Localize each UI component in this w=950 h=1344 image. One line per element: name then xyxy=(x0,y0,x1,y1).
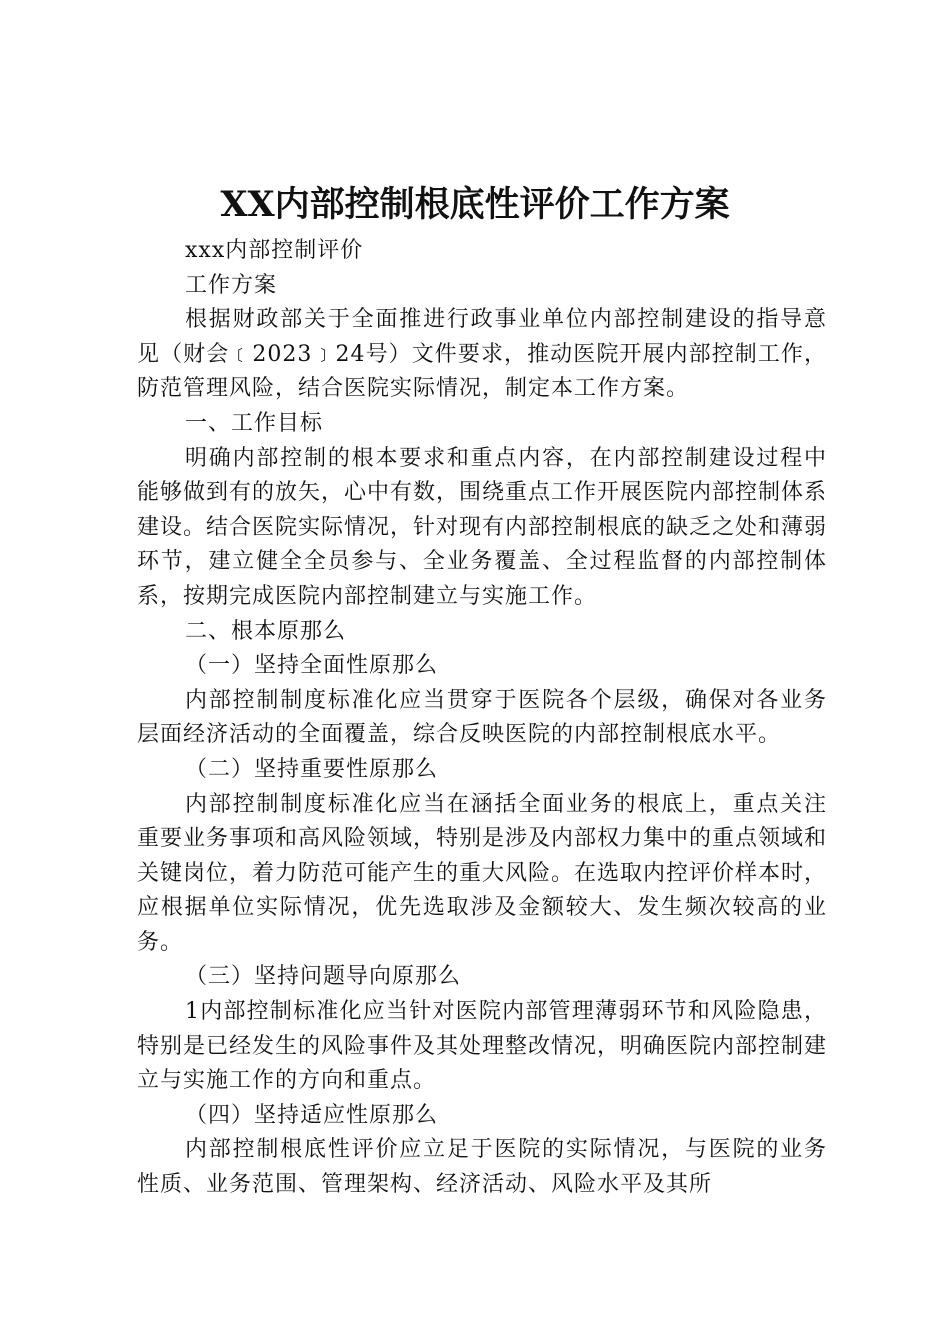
heading-principle-2: （二）坚持重要性原那么 xyxy=(185,756,439,782)
paragraph-principle-1: 内部控制制度标准化应当贯穿于医院各个层级，确保对各业务层面经济活动的全面覆盖，综合反映医院的内部控制根底水平。 xyxy=(137,687,827,748)
paragraph-subtitle: 工作方案 xyxy=(185,272,278,298)
document-title: XX内部控制根底性评价工作方案 xyxy=(220,184,730,225)
heading-work-goal: 一、工作目标 xyxy=(185,410,324,436)
heading-principle-3: （三）坚持问题导向原那么 xyxy=(185,964,462,990)
paragraph-principle-4: 内部控制根底性评价应立足于医院的实际情况，与医院的业务性质、业务范围、管理架构、经济活动、风险水平及其所 xyxy=(137,1137,827,1198)
paragraph-principle-2: 内部控制制度标准化应当在涵括全面业务的根底上，重点关注重要业务事项和高风险领域，特别是涉及内部权力集中的重点领域和关键岗位，着力防范可能产生的重大风险。在选取内控评价样本时，应根据单位实际情况，优先选取涉及金额较大、发生频次较高的业务。 xyxy=(137,791,828,955)
heading-principle-4: （四）坚持适应性原那么 xyxy=(185,1102,439,1128)
paragraph-org-name: xxx内部控制评价 xyxy=(185,238,364,263)
paragraph-intro: 根据财政部关于全面推进行政事业单位内部控制建设的指导意见（财会﹝2023﹞24号）文件要求，推动医院开展内部控制工作，防范管理风险，结合医院实际情况，制定本工作方案。 xyxy=(137,307,827,402)
document-body xyxy=(137,234,827,1203)
paragraph-principle-3: 1内部控制标准化应当针对医院内部管理薄弱环节和风险隐患，特别是已经发生的风险事件及其处理整改情况，明确医院内部控制建立与实施工作的方向和重点。 xyxy=(137,999,828,1094)
paragraph-work-goal: 明确内部控制的根本要求和重点内容，在内部控制建设过程中能够做到有的放矢，心中有数，围绕重点工作开展医院内部控制体系建设。结合医院实际情况，针对现有内部控制根底的缺乏之处和薄弱环节，建立健全全员参与、全业务覆盖、全过程监督的内部控制体系，按期完成医院内部控制建立与实施工作。 xyxy=(137,445,828,609)
heading-principle-1: （一）坚持全面性原那么 xyxy=(185,653,439,679)
heading-basic-principles: 二、根本原那么 xyxy=(185,618,347,644)
